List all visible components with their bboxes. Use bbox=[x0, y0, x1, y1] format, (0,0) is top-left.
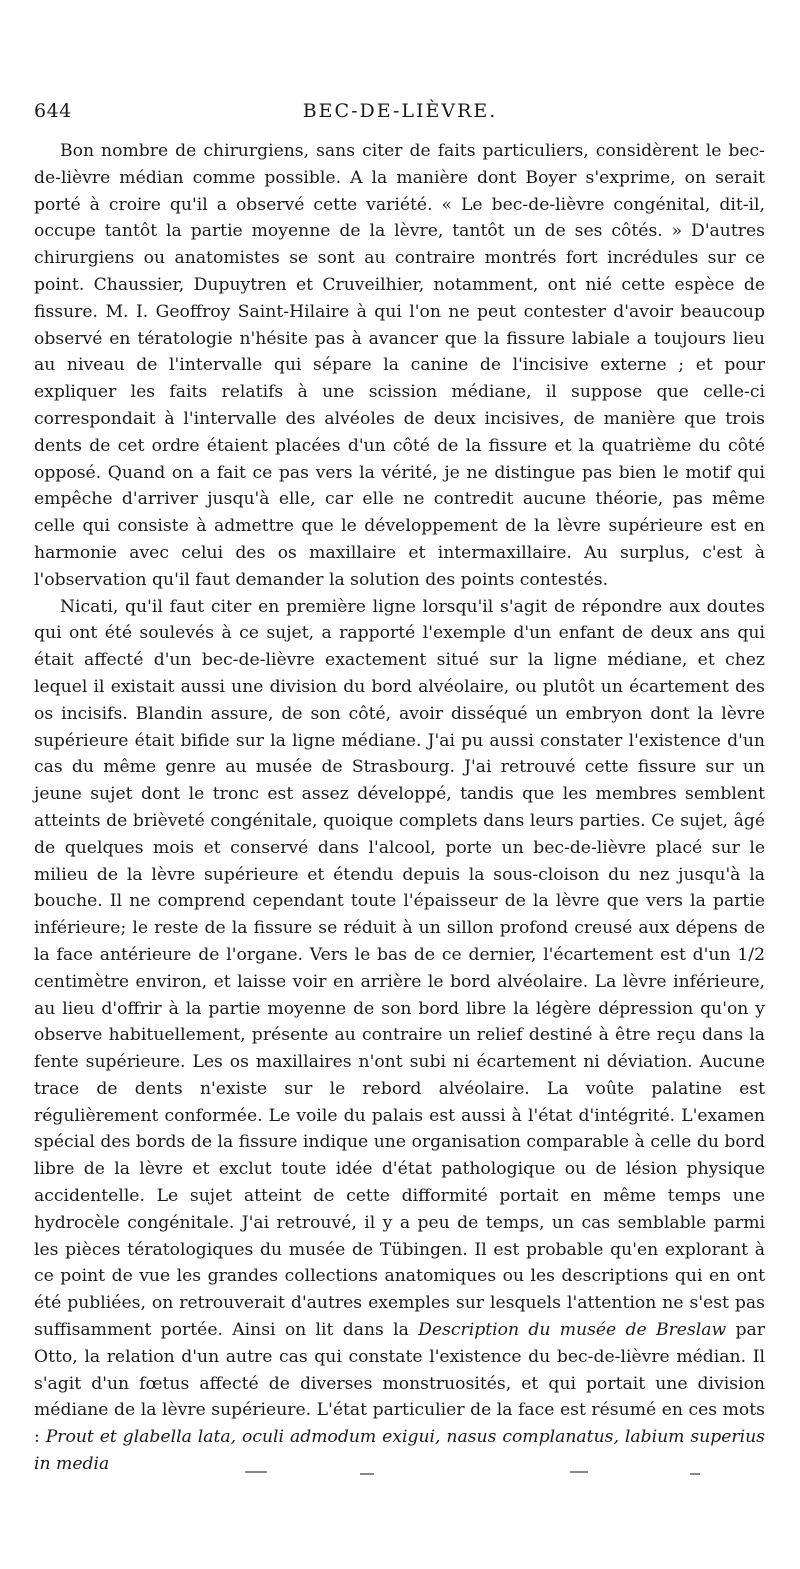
latin-quote-italic: Prout et glabella lata, oculi admodum exigui, nasus complanatus, labium superius in media bbox=[34, 1427, 765, 1475]
print-specks bbox=[150, 1465, 750, 1485]
paragraph-1: Bon nombre de chirurgiens, sans citer de faits particuliers, considèrent le bec-de-lièvre médian comme possible. A la manière dont Boyer s'exprime, on serait porté à croire qu'il a observé cette variété. « Le bec-de-lièvre congénital, dit-il, occupe tantôt la partie moyenne de la lèvre, tantôt un de ses côtés. » D'autres chirurgiens ou anatomistes se sont au contraire montrés fort incrédules sur ce point. Chaussier, Dupuytren et Cruveilhier, notamment, ont nié cette espèce de fissure. M. I. Geoffroy Saint-Hilaire à qui l'on ne peut contester d'avoir beaucoup observé en tératologie n'hésite pas à avancer que la fissure labiale a toujours lieu au niveau de l'intervalle qui sépare la canine de l'incisive externe ; et pour expliquer les faits relatifs à une scission médiane, il suppose que celle-ci correspondait à l'intervalle des alvéoles de deux incisives, de manière que trois dents de cet ordre étaient placées d'un côté de la fissure et la quatrième du côté opposé. Quand on a fait ce pas vers la vérité, je ne distingue pas bien le motif qui empêche d'arriver jusqu'à elle, car elle ne contredit aucune théorie, pas même celle qui consiste à admettre que le développement de la lèvre supérieure est en harmonie avec celui des os maxillaire et intermaxillaire. Au surplus, c'est à l'observation qu'il faut demander la solution des points contestés. bbox=[34, 141, 765, 590]
paragraph-2 bbox=[34, 594, 765, 1478]
paragraph-2-text-a: Nicati, qu'il faut citer en première ligne lorsqu'il s'agit de répondre aux doutes qui ont été soulevés à ce sujet, a rapporté l'exemple d'un enfant de deux ans qui était affecté d'un bec-de-lièvre exactement situé sur la ligne médiane, et chez lequel il existait aussi une division du bord alvéolaire, ou plutôt un écartement des os incisifs. Blandin assure, de son côté, avoir disséqué un embryon dont la lèvre supérieure était bifide sur la ligne médiane. J'ai pu aussi constater l'existence d'un cas du même genre au musée de Strasbourg. J'ai retrouvé cette fissure sur un jeune sujet dont le tronc est assez développé, tandis que les membres semblent atteints de brièveté congénitale, quoique complets dans leurs parties. Ce sujet, âgé de quelques mois et conservé dans l'alcool, porte un bec-de-lièvre placé sur le milieu de la lèvre supérieure et étendu depuis la sous-cloison du nez jusqu'à la bouche. Il ne comprend cependant toute l'épaisseur de la lèvre que vers la partie inférieure; le reste de la fissure se réduit à un sillon profond creusé aux dépens de la face antérieure de l'organe. Vers le bas de ce dernier, l'écartement est d'un 1/2 centimètre environ, et laisse voir en arrière le bord alvéolaire. La lèvre inférieure, au lieu d'offrir à la partie moyenne de son bord libre la légère dépression qu'on y observe habituellement, présente au contraire un relief destiné à être reçu dans la fente supérieure. Les os maxillaires n'ont subi ni écartement ni déviation. Aucune trace de dents n'existe sur le rebord alvéolaire. La voûte palatine est régulièrement conformée. Le voile du palais est aussi à l'état d'intégrité. L'examen spécial des bords de la fissure indique une organisation comparable à celle du bord libre de la lèvre et exclut toute idée d'état pathologique ou de lésion physique accidentelle. Le sujet atteint de cette difformité portait en même temps une hydrocèle congénitale. J'ai retrouvé, il y a peu de temps, un cas semblable parmi les pièces tératologiques du musée de Tübingen. Il est probable qu'en explorant à ce point de vue les grandes collections anatomiques ou les descriptions qui en ont été publiées, on retrouverait d'autres exemples sur lesquels l'attention ne s'est pas suffisamment portée. Ainsi on lit dans la bbox=[34, 596, 765, 1341]
speck-mark bbox=[245, 1471, 267, 1473]
body-text bbox=[34, 138, 765, 1478]
page-header bbox=[34, 100, 766, 130]
speck-mark bbox=[360, 1473, 374, 1475]
running-title: BEC-DE-LIÈVRE. bbox=[302, 100, 498, 122]
page-number: 644 bbox=[34, 100, 72, 122]
speck-mark bbox=[570, 1471, 588, 1473]
book-title-italic: Description du musée de Breslaw bbox=[418, 1320, 727, 1341]
paragraph-2-text-b: par Otto, la relation d'un autre cas qui constate l'existence du bec-de-lièvre médian. Il s'agit d'un fœtus affecté de diverses monstruosités, et qui portait une division médiane de la lèvre supérieure. L'état particulier de la face est résumé en ces mots : bbox=[34, 1320, 766, 1448]
speck-mark bbox=[690, 1473, 700, 1475]
